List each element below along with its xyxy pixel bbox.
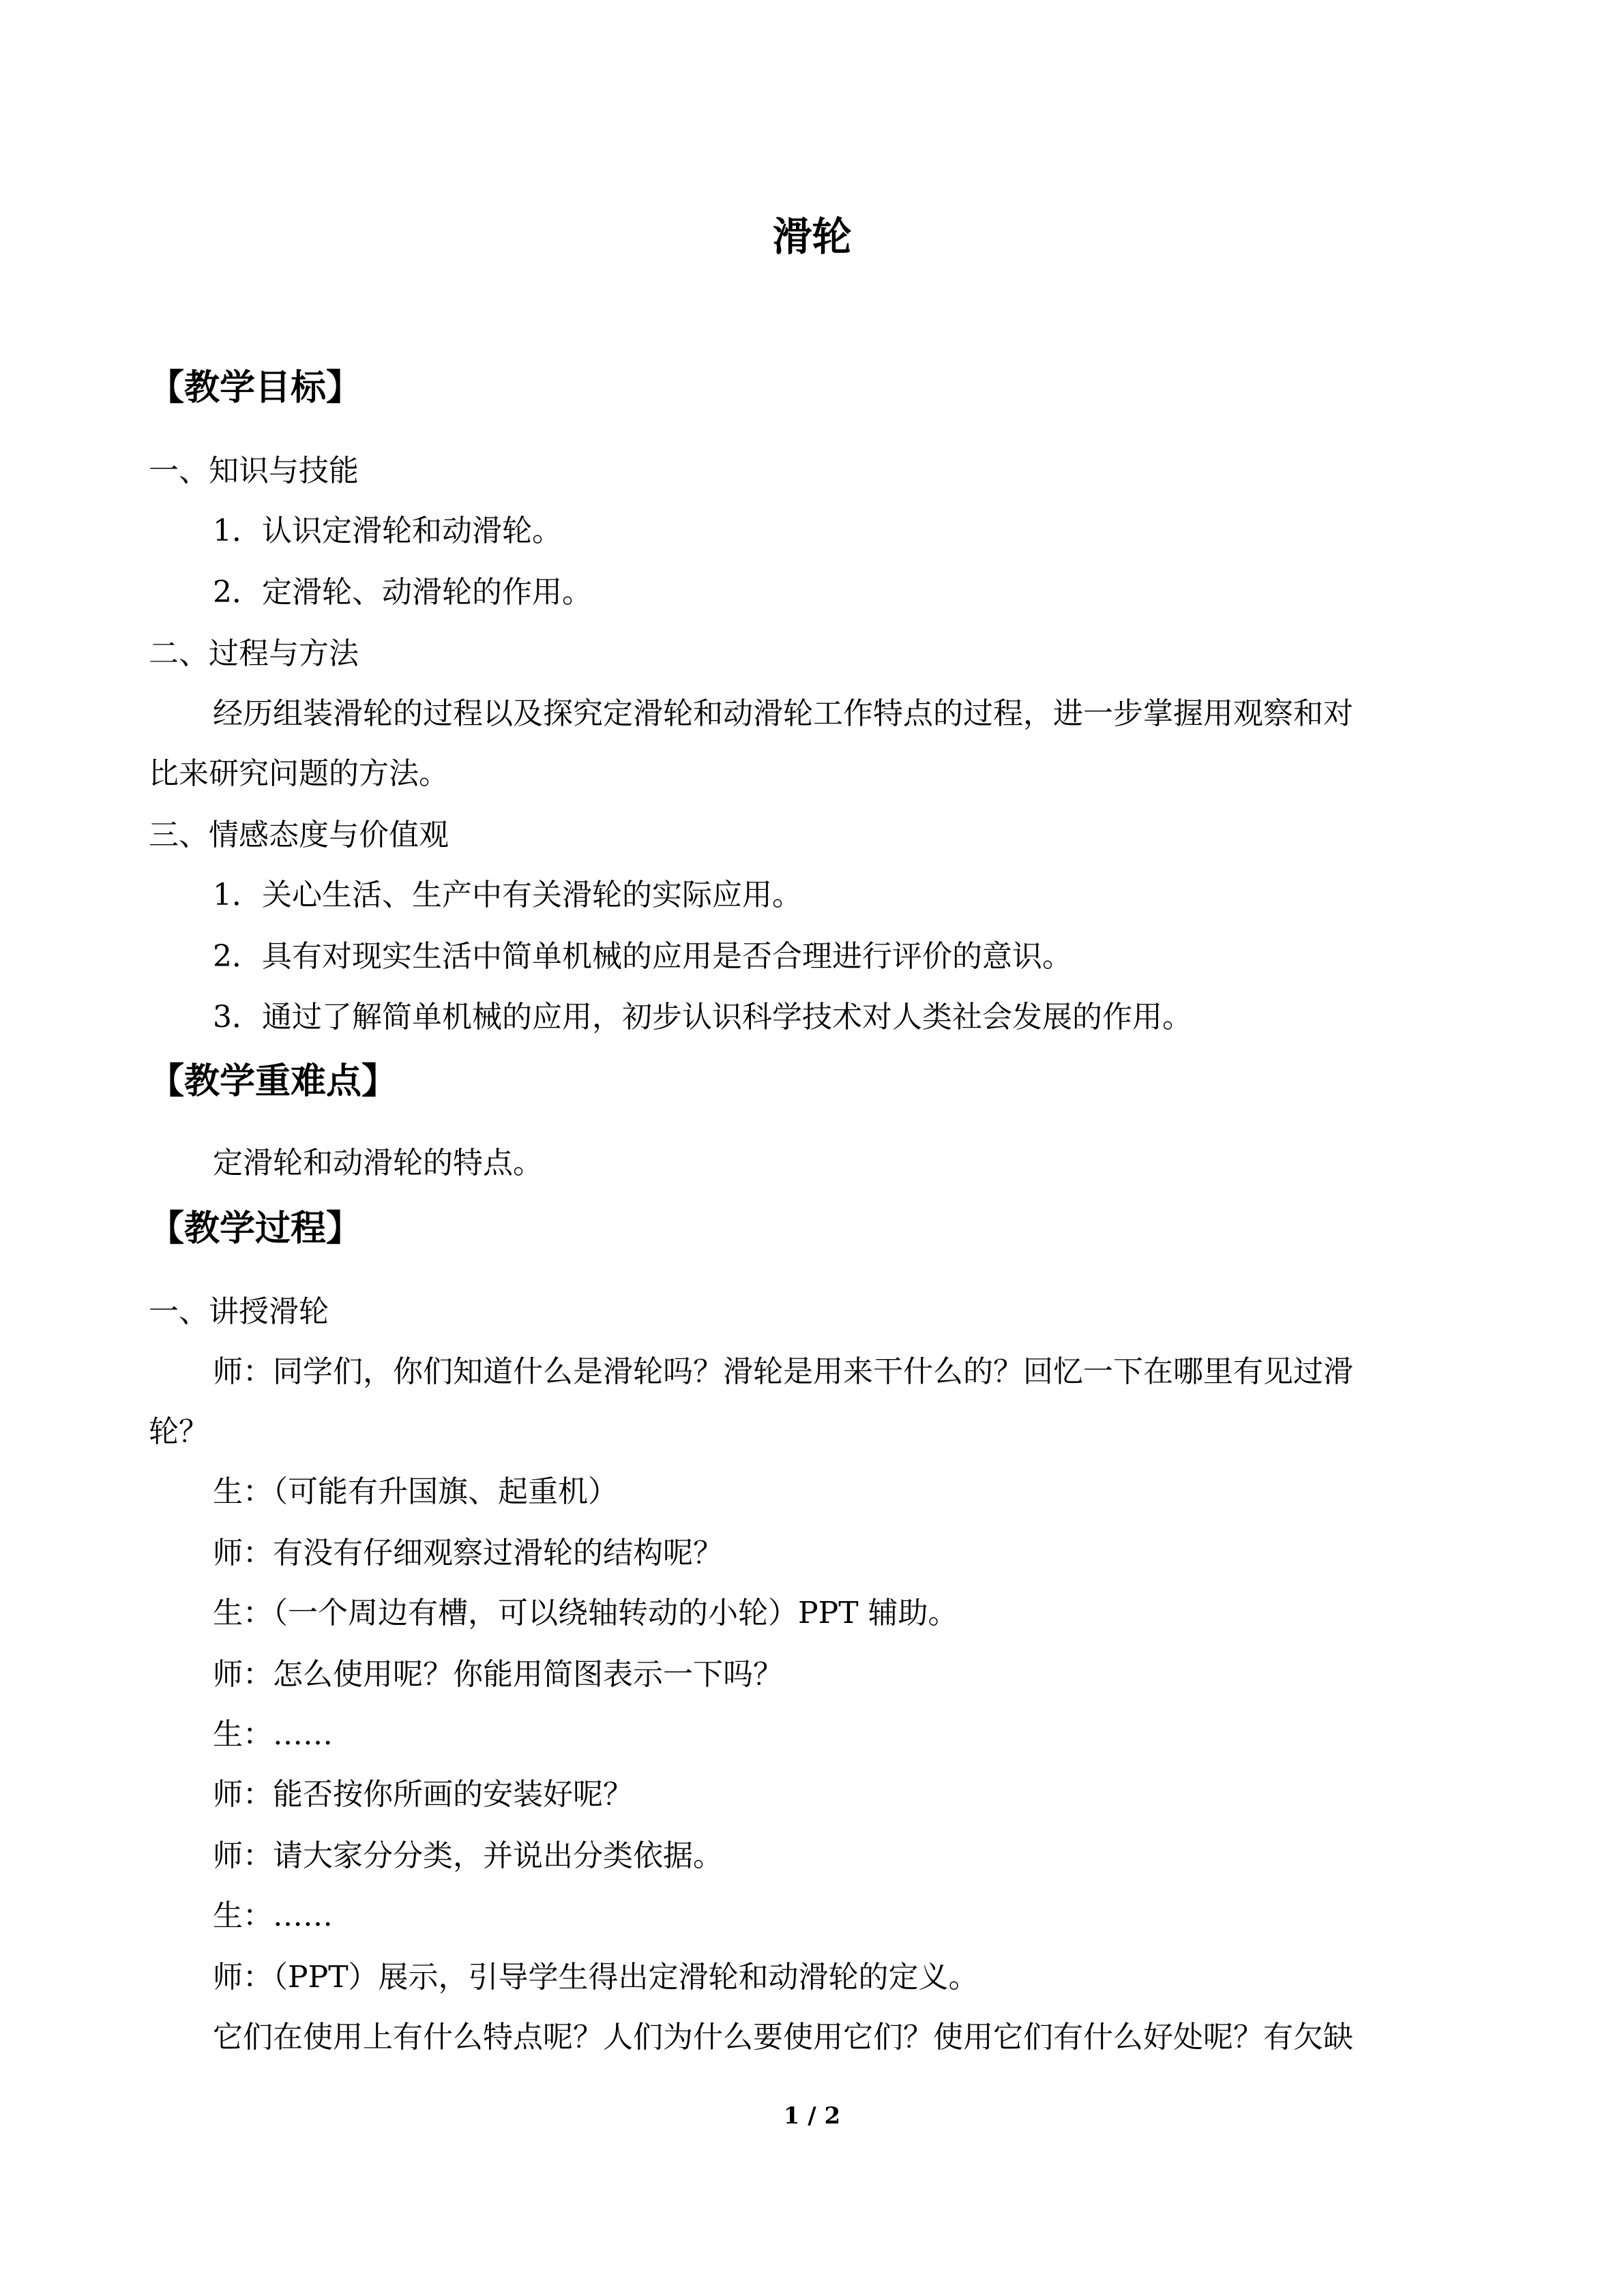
objectives-part2-paragraph-line: 比来研究问题的方法。: [149, 756, 449, 791]
process-dialogue-line: 生：（可能有升国旗、起重机）: [213, 1474, 618, 1509]
section-heading-objectives: 【教学目标】: [149, 368, 362, 408]
page-title: 滑轮: [772, 213, 852, 260]
section-heading-key-points: 【教学重难点】: [149, 1061, 398, 1102]
process-dialogue-line: 轮？: [149, 1414, 209, 1449]
page-number: 1 / 2: [783, 2102, 841, 2130]
process-part1-title: 一、讲授滑轮: [149, 1294, 329, 1329]
process-dialogue-line: 师：请大家分分类，并说出分类依据。: [213, 1838, 723, 1873]
objectives-part1-item: 2．定滑轮、动滑轮的作用。: [213, 575, 592, 610]
process-dialogue-line: 师：能否按你所画的安装好呢？: [213, 1777, 633, 1812]
objectives-part1-item: 1．认识定滑轮和动滑轮。: [213, 513, 562, 548]
objectives-part1-title: 一、知识与技能: [149, 453, 359, 488]
process-dialogue-line: 师：怎么使用呢？你能用简图表示一下吗？: [213, 1657, 783, 1692]
process-dialogue-line: 生：……: [213, 1717, 333, 1752]
process-dialogue-line: 生：……: [213, 1898, 333, 1933]
objectives-part2-paragraph-line: 经历组装滑轮的过程以及探究定滑轮和动滑轮工作特点的过程，进一步掌握用观察和对: [213, 696, 1353, 731]
section-heading-process: 【教学过程】: [149, 1208, 362, 1249]
objectives-part3-item: 2．具有对现实生活中简单机械的应用是否合理进行评价的意识。: [213, 939, 1072, 974]
objectives-part3-title: 三、情感态度与价值观: [149, 818, 449, 852]
process-dialogue-line: 它们在使用上有什么特点呢？人们为什么要使用它们？使用它们有什么好处呢？有欠缺: [213, 2020, 1353, 2055]
objectives-part3-item: 1．关心生活、生产中有关滑轮的实际应用。: [213, 878, 802, 912]
key-points-text: 定滑轮和动滑轮的特点。: [213, 1146, 543, 1180]
process-dialogue-line: 师：（PPT）展示，引导学生得出定滑轮和动滑轮的定义。: [213, 1960, 979, 1995]
objectives-part3-item: 3．通过了解简单机械的应用，初步认识科学技术对人类社会发展的作用。: [213, 1000, 1192, 1034]
objectives-part2-title: 二、过程与方法: [149, 636, 359, 671]
process-dialogue-line: 师：同学们，你们知道什么是滑轮吗？滑轮是用来干什么的？回忆一下在哪里有见过滑: [213, 1354, 1353, 1389]
process-dialogue-line: 生：（一个周边有槽，可以绕轴转动的小轮）PPT 辅助。: [213, 1596, 958, 1630]
process-dialogue-line: 师：有没有仔细观察过滑轮的结构呢？: [213, 1536, 723, 1570]
